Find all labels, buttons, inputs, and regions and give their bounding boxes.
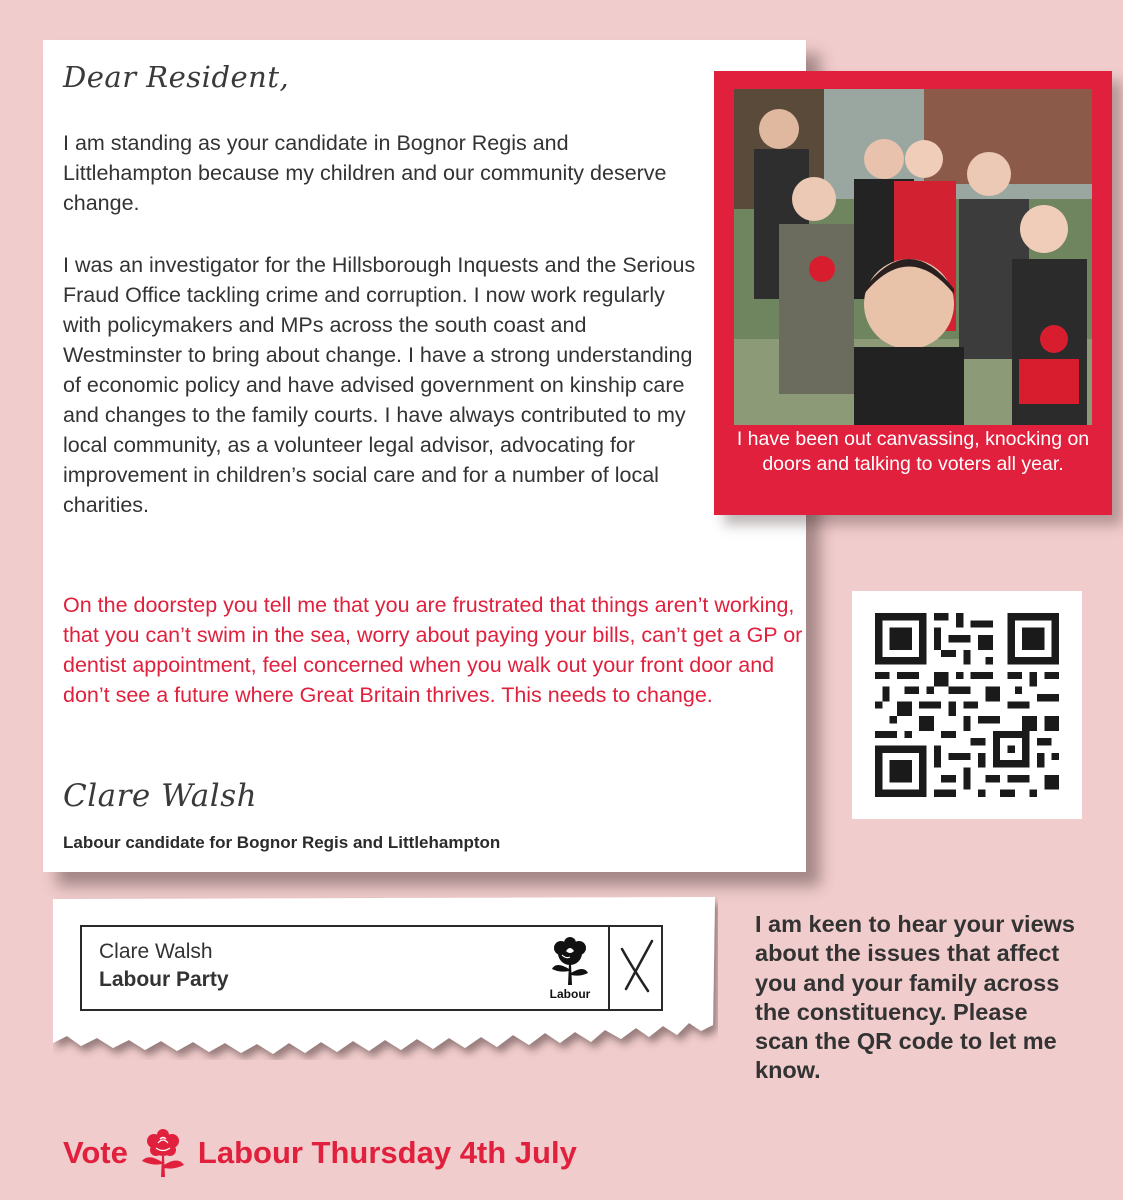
ballot-slip [53,897,718,1060]
labour-rose-icon [136,1128,190,1178]
signature-title: Labour candidate for Bognor Regis and Littlehampton [63,833,501,852]
qr-code[interactable] [852,591,1082,819]
photo-panel [714,71,1112,515]
ballot-candidate-name: Clare Walsh [99,940,213,963]
vote-prefix: Vote [63,1135,128,1170]
letter-card [43,40,806,872]
letter-paragraph-doorstep: On the doorstep you tell me that you are frustrated that things aren’t working, that you can’t swim in the sea, worry about paying your bills, can’t get a GP or dentist appointment, feel concerned when you walk out your front door and don’t see a future where Great Britain thrives. This needs to change. [63,593,803,707]
ballot-row [80,925,663,1011]
labour-logo [540,935,600,1001]
qr-code-icon [875,613,1059,797]
ballot-party-name: Labour Party [99,968,229,991]
photo-caption: I have been out canvassing, knocking on doors and talking to voters all year. [736,428,1090,475]
labour-logo-text: Labour [549,987,591,1001]
signature: Clare Walsh [63,778,258,814]
letter-greeting: Dear Resident, [63,60,290,94]
vote-date: Labour Thursday 4th July [197,1135,577,1170]
letter-paragraph-intro: I am standing as your candidate in Bognor Regis and Littlehampton because my children and our community deserve change. [63,131,667,215]
letter-paragraph-background: I was an investigator for the Hillsborough Inquests and the Serious Fraud Office tackling crime and corruption. I now work regularly with policymakers and MPs across the south coast and Westminster to bring about change. I have a strong understanding of economic policy and have advised government on kinship care and changes to the family courts. I have always contributed to my local community, as a volunteer legal advisor, advocating for improvement in children’s social care and for a number of local charities. [63,253,696,517]
ballot-cross-icon [610,927,665,1009]
feedback-message: I am keen to hear your views about the issues that affect you and your family across the constituency. Please scan the QR code to let me know. [755,911,1075,1084]
canvassing-photo [734,89,1092,425]
vote-footer [63,1128,577,1178]
labour-rose-icon [540,935,600,987]
